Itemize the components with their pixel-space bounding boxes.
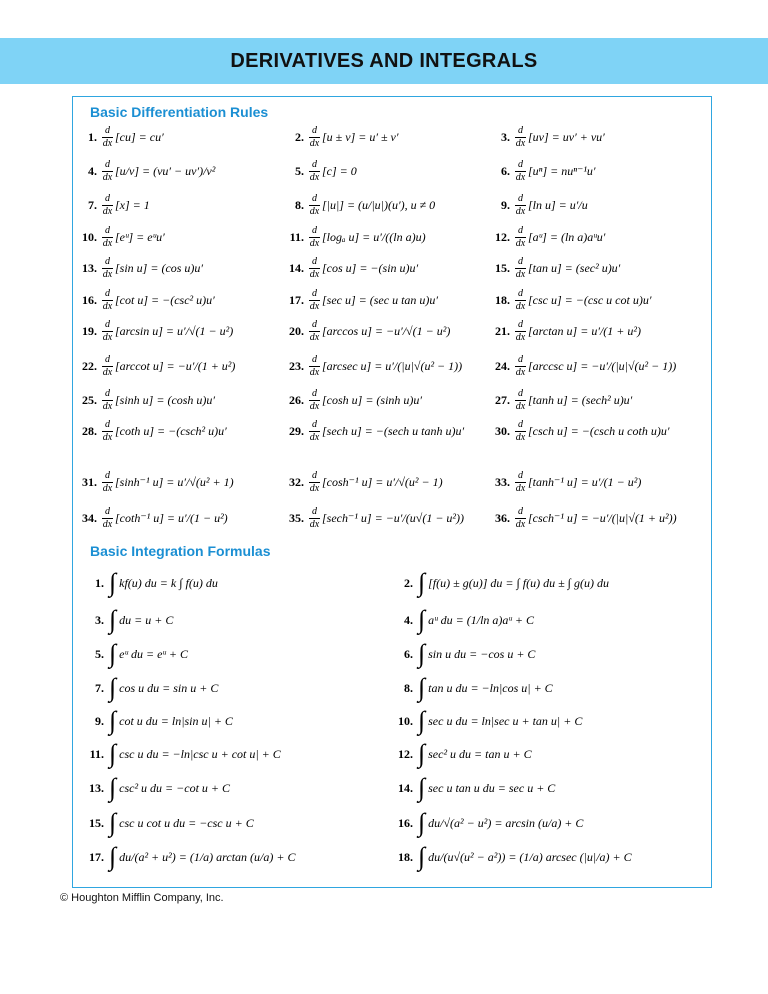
- int-rule-18: [389, 842, 632, 872]
- diff-rule-25: [75, 385, 215, 415]
- integral-sign-icon: ∫: [109, 605, 117, 634]
- rule-expression: [arcsec u] = u′/(|u|√(u² − 1)): [322, 358, 463, 373]
- derivative-operator-icon: d dx: [309, 387, 320, 412]
- rule-number: 32.: [289, 474, 304, 489]
- derivative-operator-icon: d dx: [515, 124, 526, 149]
- int-rule-12: [389, 739, 532, 769]
- rule-expression: [tan u] = (sec² u)u′: [528, 260, 621, 275]
- diff-rule-8: [282, 190, 435, 220]
- derivative-operator-icon: d dx: [102, 353, 113, 378]
- rule-expression: [sech u] = −(sech u tanh u)u′: [322, 423, 465, 438]
- rule-number: 18.: [398, 849, 413, 864]
- rule-number: 30.: [495, 423, 510, 438]
- rule-number: 16.: [82, 292, 97, 307]
- diff-rule-17: [282, 285, 438, 315]
- integral-sign-icon: ∫: [109, 568, 117, 597]
- int-rule-5: [80, 639, 188, 669]
- rule-number: 12.: [495, 229, 510, 244]
- integral-sign-icon: ∫: [418, 673, 426, 702]
- rule-number: 2.: [295, 129, 304, 144]
- rule-expression: [sinh u] = (cosh u)u′: [115, 392, 216, 407]
- diff-rule-30: [488, 416, 669, 446]
- rule-number: 17.: [89, 849, 104, 864]
- diff-rule-5: [282, 156, 357, 186]
- derivative-operator-icon: d dx: [515, 353, 526, 378]
- derivative-operator-icon: d dx: [102, 505, 113, 530]
- rule-expression: tan u du = −ln|cos u| + C: [428, 680, 553, 695]
- rule-number: 8.: [295, 197, 304, 212]
- derivative-operator-icon: d dx: [309, 158, 320, 183]
- rule-number: 24.: [495, 358, 510, 373]
- diff-rule-18: [488, 285, 651, 315]
- rule-expression: [arccot u] = −u′/(1 + u²): [115, 358, 236, 373]
- rule-expression: csc² u du = −cot u + C: [119, 780, 231, 795]
- rule-number: 29.: [289, 423, 304, 438]
- derivative-operator-icon: d dx: [102, 387, 113, 412]
- rule-expression: [csch u] = −(csch u coth u)u′: [528, 423, 670, 438]
- derivative-operator-icon: d dx: [102, 418, 113, 443]
- diff-rule-31: [75, 467, 234, 497]
- diff-rule-14: [282, 253, 418, 283]
- integral-sign-icon: ∫: [109, 673, 117, 702]
- rule-expression: [csch⁻¹ u] = −u′/(|u|√(1 + u²)): [528, 510, 677, 525]
- rule-number: 3.: [501, 129, 510, 144]
- rule-number: 13.: [89, 780, 104, 795]
- diff-rule-26: [282, 385, 422, 415]
- rule-expression: csc u du = −ln|csc u + cot u| + C: [119, 746, 281, 761]
- rule-expression: [logₐ u] = u′/((ln a)u): [322, 229, 426, 244]
- integral-sign-icon: ∫: [418, 739, 426, 768]
- rule-expression: du/(a² + u²) = (1/a) arctan (u/a) + C: [119, 849, 296, 864]
- rule-number: 6.: [501, 163, 510, 178]
- rule-expression: [x] = 1: [115, 197, 150, 212]
- integral-sign-icon: ∫: [109, 639, 117, 668]
- diff-rule-24: [488, 351, 676, 381]
- integral-sign-icon: ∫: [418, 568, 426, 597]
- derivative-operator-icon: d dx: [515, 469, 526, 494]
- rule-expression: [cu] = cu′: [115, 129, 164, 144]
- diff-rule-22: [75, 351, 235, 381]
- integral-sign-icon: ∫: [418, 639, 426, 668]
- rule-expression: [sinh⁻¹ u] = u′/√(u² + 1): [115, 474, 234, 489]
- rule-expression: [u/v] = (vu′ − uv′)/v²: [115, 163, 216, 178]
- rule-expression: [csc u] = −(csc u cot u)u′: [528, 292, 652, 307]
- int-rule-2: [389, 568, 609, 598]
- int-rule-16: [389, 808, 583, 838]
- rule-expression: [sec u] = (sec u tan u)u′: [322, 292, 439, 307]
- rule-number: 9.: [95, 713, 104, 728]
- diff-rule-29: [282, 416, 464, 446]
- integral-sign-icon: ∫: [418, 808, 426, 837]
- derivative-operator-icon: d dx: [102, 224, 113, 249]
- rule-expression: [arctan u] = u′/(1 + u²): [528, 323, 641, 338]
- derivative-operator-icon: d dx: [515, 287, 526, 312]
- rule-number: 33.: [495, 474, 510, 489]
- rule-number: 18.: [495, 292, 510, 307]
- rule-expression: [uⁿ] = nuⁿ⁻¹u′: [528, 163, 596, 178]
- diff-rule-35: [282, 503, 464, 533]
- rule-number: 15.: [89, 815, 104, 830]
- rule-number: 7.: [95, 680, 104, 695]
- derivative-operator-icon: d dx: [515, 418, 526, 443]
- int-rule-8: [389, 673, 553, 703]
- diff-rule-16: [75, 285, 215, 315]
- rule-number: 12.: [398, 746, 413, 761]
- diff-rule-4: [75, 156, 215, 186]
- rule-number: 9.: [501, 197, 510, 212]
- diff-rule-12: [488, 222, 605, 252]
- diff-rule-7: [75, 190, 150, 220]
- diff-rule-6: [488, 156, 596, 186]
- diff-rule-15: [488, 253, 620, 283]
- derivative-operator-icon: d dx: [309, 255, 320, 280]
- derivative-operator-icon: d dx: [515, 505, 526, 530]
- rule-number: 22.: [82, 358, 97, 373]
- derivative-operator-icon: d dx: [515, 158, 526, 183]
- rule-number: 1.: [88, 129, 97, 144]
- rule-expression: [uv] = uv′ + vu′: [528, 129, 605, 144]
- derivative-operator-icon: d dx: [309, 318, 320, 343]
- rule-number: 4.: [404, 612, 413, 627]
- rule-number: 2.: [404, 575, 413, 590]
- rule-number: 28.: [82, 423, 97, 438]
- integral-sign-icon: ∫: [109, 842, 117, 871]
- rule-expression: [cosh u] = (sinh u)u′: [322, 392, 423, 407]
- int-rule-10: [389, 706, 582, 736]
- rule-number: 10.: [398, 713, 413, 728]
- page-title: DERIVATIVES AND INTEGRALS: [230, 49, 538, 72]
- rule-expression: [sin u] = (cos u)u′: [115, 260, 204, 275]
- rule-number: 10.: [82, 229, 97, 244]
- rule-expression: [coth u] = −(csch² u)u′: [115, 423, 227, 438]
- int-rule-6: [389, 639, 535, 669]
- derivative-operator-icon: d dx: [515, 318, 526, 343]
- rule-expression: [arccos u] = −u′/√(1 − u²): [322, 323, 451, 338]
- rule-expression: eᵘ du = eᵘ + C: [119, 646, 189, 661]
- integral-sign-icon: ∫: [109, 808, 117, 837]
- diff-rule-19: [75, 316, 233, 346]
- rule-number: 5.: [95, 646, 104, 661]
- diff-rule-9: [488, 190, 588, 220]
- derivative-operator-icon: d dx: [309, 124, 320, 149]
- derivative-operator-icon: d dx: [515, 224, 526, 249]
- derivative-operator-icon: d dx: [102, 255, 113, 280]
- rule-number: 13.: [82, 260, 97, 275]
- derivative-operator-icon: d dx: [515, 192, 526, 217]
- rule-number: 35.: [289, 510, 304, 525]
- diff-rule-36: [488, 503, 677, 533]
- integral-sign-icon: ∫: [109, 706, 117, 735]
- rule-number: 8.: [404, 680, 413, 695]
- rule-number: 14.: [398, 780, 413, 795]
- rule-expression: sin u du = −cos u + C: [428, 646, 536, 661]
- derivative-operator-icon: d dx: [309, 469, 320, 494]
- derivative-operator-icon: d dx: [102, 192, 113, 217]
- int-rule-4: [389, 605, 534, 635]
- diff-rule-1: [75, 122, 164, 152]
- diff-rule-21: [488, 316, 641, 346]
- derivative-operator-icon: d dx: [102, 318, 113, 343]
- rule-expression: sec² u du = tan u + C: [428, 746, 532, 761]
- integral-sign-icon: ∫: [109, 773, 117, 802]
- rule-expression: [coth⁻¹ u] = u′/(1 − u²): [115, 510, 228, 525]
- differentiation-heading: Basic Differentiation Rules: [90, 104, 269, 120]
- derivative-operator-icon: d dx: [102, 124, 113, 149]
- rule-expression: aᵘ du = (1/ln a)aᵘ + C: [428, 612, 535, 627]
- rule-expression: [|u|] = (u/|u|)(u′), u ≠ 0: [322, 197, 436, 212]
- rule-number: 4.: [88, 163, 97, 178]
- rule-number: 1.: [95, 575, 104, 590]
- diff-rule-34: [75, 503, 228, 533]
- diff-rule-3: [488, 122, 605, 152]
- diff-rule-23: [282, 351, 462, 381]
- integral-sign-icon: ∫: [418, 773, 426, 802]
- rule-number: 6.: [404, 646, 413, 661]
- diff-rule-11: [282, 222, 426, 252]
- rule-number: 31.: [82, 474, 97, 489]
- rule-expression: [cos u] = −(sin u)u′: [322, 260, 419, 275]
- rule-expression: [tanh⁻¹ u] = u′/(1 − u²): [528, 474, 642, 489]
- rule-expression: [ln u] = u′/u: [528, 197, 588, 212]
- diff-rule-33: [488, 467, 641, 497]
- rule-number: 5.: [295, 163, 304, 178]
- rule-number: 17.: [289, 292, 304, 307]
- derivative-operator-icon: d dx: [102, 469, 113, 494]
- diff-rule-10: [75, 222, 165, 252]
- int-rule-1: [80, 568, 218, 598]
- rule-expression: [arcsin u] = u′/√(1 − u²): [115, 323, 234, 338]
- int-rule-9: [80, 706, 233, 736]
- derivative-operator-icon: d dx: [309, 224, 320, 249]
- rule-expression: [cot u] = −(csc² u)u′: [115, 292, 215, 307]
- rule-expression: du/√(a² − u²) = arcsin (u/a) + C: [428, 815, 584, 830]
- derivative-operator-icon: d dx: [102, 158, 113, 183]
- int-rule-13: [80, 773, 230, 803]
- derivative-operator-icon: d dx: [515, 387, 526, 412]
- integral-sign-icon: ∫: [418, 605, 426, 634]
- rule-number: 3.: [95, 612, 104, 627]
- rule-number: 27.: [495, 392, 510, 407]
- rule-expression: [f(u) ± g(u)] du = ∫ f(u) du ± ∫ g(u) du: [428, 575, 609, 590]
- rule-number: 19.: [82, 323, 97, 338]
- int-rule-7: [80, 673, 218, 703]
- rule-number: 21.: [495, 323, 510, 338]
- rule-expression: [eᵘ] = eᵘu′: [115, 229, 165, 244]
- rule-number: 20.: [289, 323, 304, 338]
- rule-expression: [tanh u] = (sech² u)u′: [528, 392, 633, 407]
- rule-expression: cot u du = ln|sin u| + C: [119, 713, 233, 728]
- rule-number: 26.: [289, 392, 304, 407]
- int-rule-15: [80, 808, 254, 838]
- int-rule-3: [80, 605, 173, 635]
- int-rule-17: [80, 842, 295, 872]
- derivative-operator-icon: d dx: [309, 418, 320, 443]
- rule-number: 16.: [398, 815, 413, 830]
- rule-expression: sec u du = ln|sec u + tan u| + C: [428, 713, 583, 728]
- rule-expression: kf(u) du = k ∫ f(u) du: [119, 575, 218, 590]
- title-banner: [0, 38, 768, 84]
- rule-expression: [c] = 0: [322, 163, 357, 178]
- rule-expression: [aᵘ] = (ln a)aᵘu′: [528, 229, 606, 244]
- rule-number: 15.: [495, 260, 510, 275]
- diff-rule-27: [488, 385, 632, 415]
- rule-expression: [u ± v] = u′ ± v′: [322, 129, 399, 144]
- rule-number: 11.: [289, 229, 304, 244]
- rule-expression: [cosh⁻¹ u] = u′/√(u² − 1): [322, 474, 443, 489]
- diff-rule-13: [75, 253, 203, 283]
- rule-number: 34.: [82, 510, 97, 525]
- integral-sign-icon: ∫: [418, 842, 426, 871]
- rule-expression: csc u cot u du = −csc u + C: [119, 815, 254, 830]
- copyright-footer: © Houghton Mifflin Company, Inc.: [60, 892, 224, 904]
- int-rule-14: [389, 773, 555, 803]
- rule-number: 7.: [88, 197, 97, 212]
- diff-rule-2: [282, 122, 399, 152]
- rule-number: 14.: [289, 260, 304, 275]
- rule-expression: du/(u√(u² − a²)) = (1/a) arcsec (|u|/a) + C: [428, 849, 632, 864]
- rule-expression: sec u tan u du = sec u + C: [428, 780, 556, 795]
- rule-expression: [sech⁻¹ u] = −u′/(u√(1 − u²)): [322, 510, 465, 525]
- derivative-operator-icon: d dx: [309, 353, 320, 378]
- derivative-operator-icon: d dx: [515, 255, 526, 280]
- diff-rule-32: [282, 467, 443, 497]
- derivative-operator-icon: d dx: [309, 505, 320, 530]
- rule-number: 23.: [289, 358, 304, 373]
- rule-number: 36.: [495, 510, 510, 525]
- diff-rule-20: [282, 316, 450, 346]
- rule-number: 25.: [82, 392, 97, 407]
- derivative-operator-icon: d dx: [309, 287, 320, 312]
- derivative-operator-icon: d dx: [309, 192, 320, 217]
- int-rule-11: [80, 739, 281, 769]
- diff-rule-28: [75, 416, 227, 446]
- integration-heading: Basic Integration Formulas: [90, 543, 271, 559]
- integral-sign-icon: ∫: [109, 739, 117, 768]
- rule-number: 11.: [89, 746, 104, 761]
- rule-expression: du = u + C: [119, 612, 174, 627]
- integral-sign-icon: ∫: [418, 706, 426, 735]
- derivative-operator-icon: d dx: [102, 287, 113, 312]
- rule-expression: cos u du = sin u + C: [119, 680, 219, 695]
- rule-expression: [arccsc u] = −u′/(|u|√(u² − 1)): [528, 358, 677, 373]
